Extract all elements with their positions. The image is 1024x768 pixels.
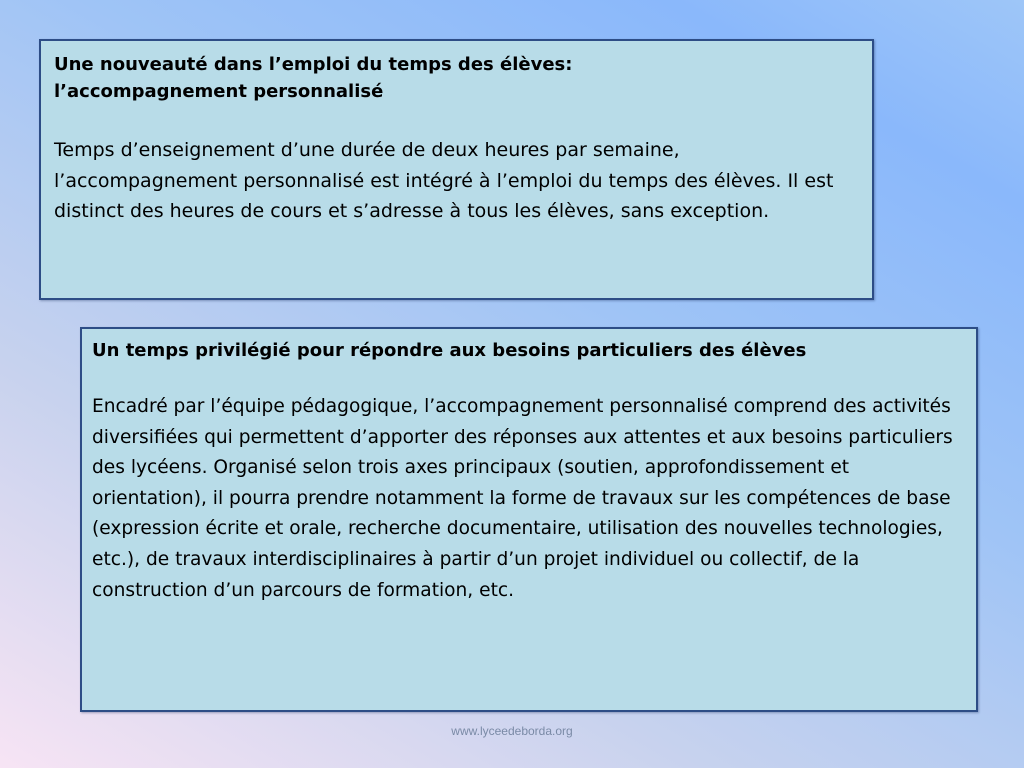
details-body: Encadré par l’équipe pédagogique, l’accompagnement personnalisé comprend des activités diversifiées qui permettent d’apporter des réponses aux attentes et aux besoins particuliers des lycéens. Organisé selon trois axes principaux (soutien, approfondissement et orientation), il pourra prendre notamment la forme de travaux sur les compétences de base (expression écrite et orale, recherche documentaire, utilisation des nouvelles technologies, etc.), de travaux interdisciplinaires à partir d’un projet individuel ou collectif, de la construction d’un parcours de formation, etc. [92, 396, 953, 601]
intro-text-box [39, 39, 874, 300]
intro-body: Temps d’enseignement d’une durée de deux heures par semaine, l’accompagnement personnalisé est intégré à l’emploi du temps des élèves. Il est distinct des heures de cours et s’adresse à tous les élèves, sans exception. [54, 139, 834, 222]
footer-url: www.lyceedeborda.org [451, 724, 573, 738]
details-title: Un temps privilégié pour répondre aux besoins particuliers des élèves [92, 340, 807, 361]
details-text-box [80, 327, 978, 712]
intro-title: Une nouveauté dans l’emploi du temps des élèves: l’accompagnement personnalisé [54, 54, 573, 102]
